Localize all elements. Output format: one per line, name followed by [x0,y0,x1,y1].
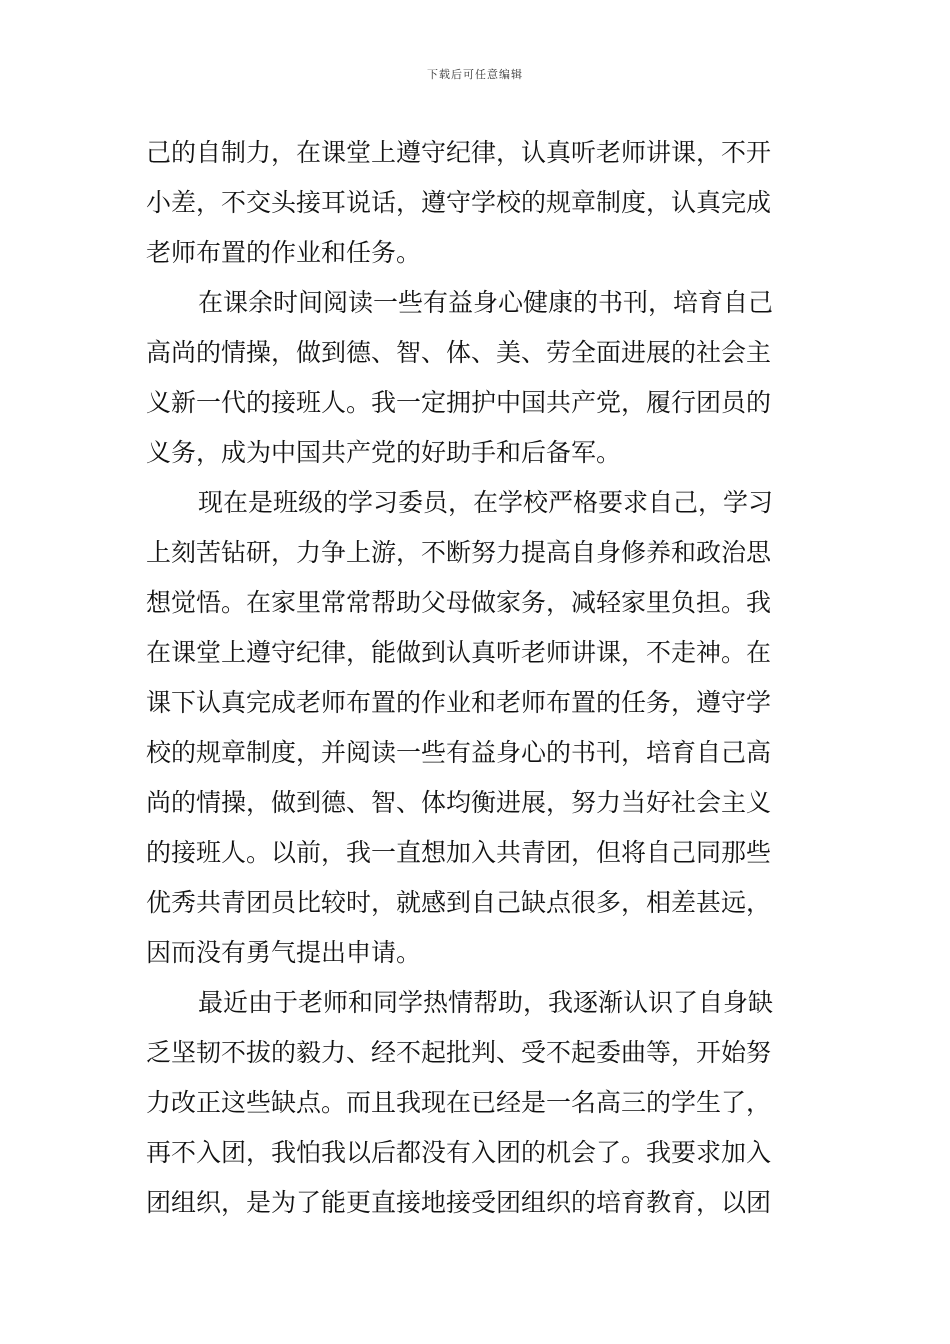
text-line: 高尚的情操，做到德、智、体、美、劳全面进展的社会主 [146,338,772,367]
text-line: 上刻苦钻研，力争上游，不断努力提高自身修养和政治思 [146,538,772,567]
text-line: 想觉悟。在家里常常帮助父母做家务，减轻家里负担。我 [146,588,772,617]
text-line: 尚的情操，做到德、智、体均衡进展，努力当好社会主义 [146,788,772,817]
text-line: 校的规章制度，并阅读一些有益身心的书刊，培育自己高 [146,738,772,767]
text-line: 再不入团，我怕我以后都没有入团的机会了。我要求加入 [146,1138,772,1167]
text-line: 优秀共青团员比较时，就感到自己缺点很多，相差甚远， [146,888,772,917]
text-line: 乏坚韧不拔的毅力、经不起批判、受不起委曲等，开始努 [146,1038,772,1067]
paragraph-first-line: 在课余时间阅读一些有益身心健康的书刊，培育自己 [198,288,774,317]
text-line: 老师布置的作业和任务。 [146,238,422,267]
text-line: 因而没有勇气提出申请。 [146,938,422,967]
page-header: 下载后可任意编辑 [427,68,523,81]
text-line: 在课堂上遵守纪律，能做到认真听老师讲课，不走神。在 [146,638,772,667]
document-body [146,128,808,1228]
text-line: 课下认真完成老师布置的作业和老师布置的任务，遵守学 [146,688,772,717]
text-line: 力改正这些缺点。而且我现在已经是一名高三的学生了， [146,1088,772,1117]
text-line: 义新一代的接班人。我一定拥护中国共产党，履行团员的 [146,388,772,417]
paragraph-first-line: 最近由于老师和同学热情帮助，我逐渐认识了自身缺 [198,988,774,1017]
text-line: 团组织，是为了能更直接地接受团组织的培育教育，以团 [146,1188,772,1217]
text-line: 小差，不交头接耳说话，遵守学校的规章制度，认真完成 [146,188,772,217]
text-line: 己的自制力，在课堂上遵守纪律，认真听老师讲课，不开 [146,138,772,167]
paragraph-first-line: 现在是班级的学习委员，在学校严格要求自己，学习 [198,488,774,517]
text-line: 义务，成为中国共产党的好助手和后备军。 [146,438,622,467]
text-line: 的接班人。以前，我一直想加入共青团，但将自己同那些 [146,838,772,867]
